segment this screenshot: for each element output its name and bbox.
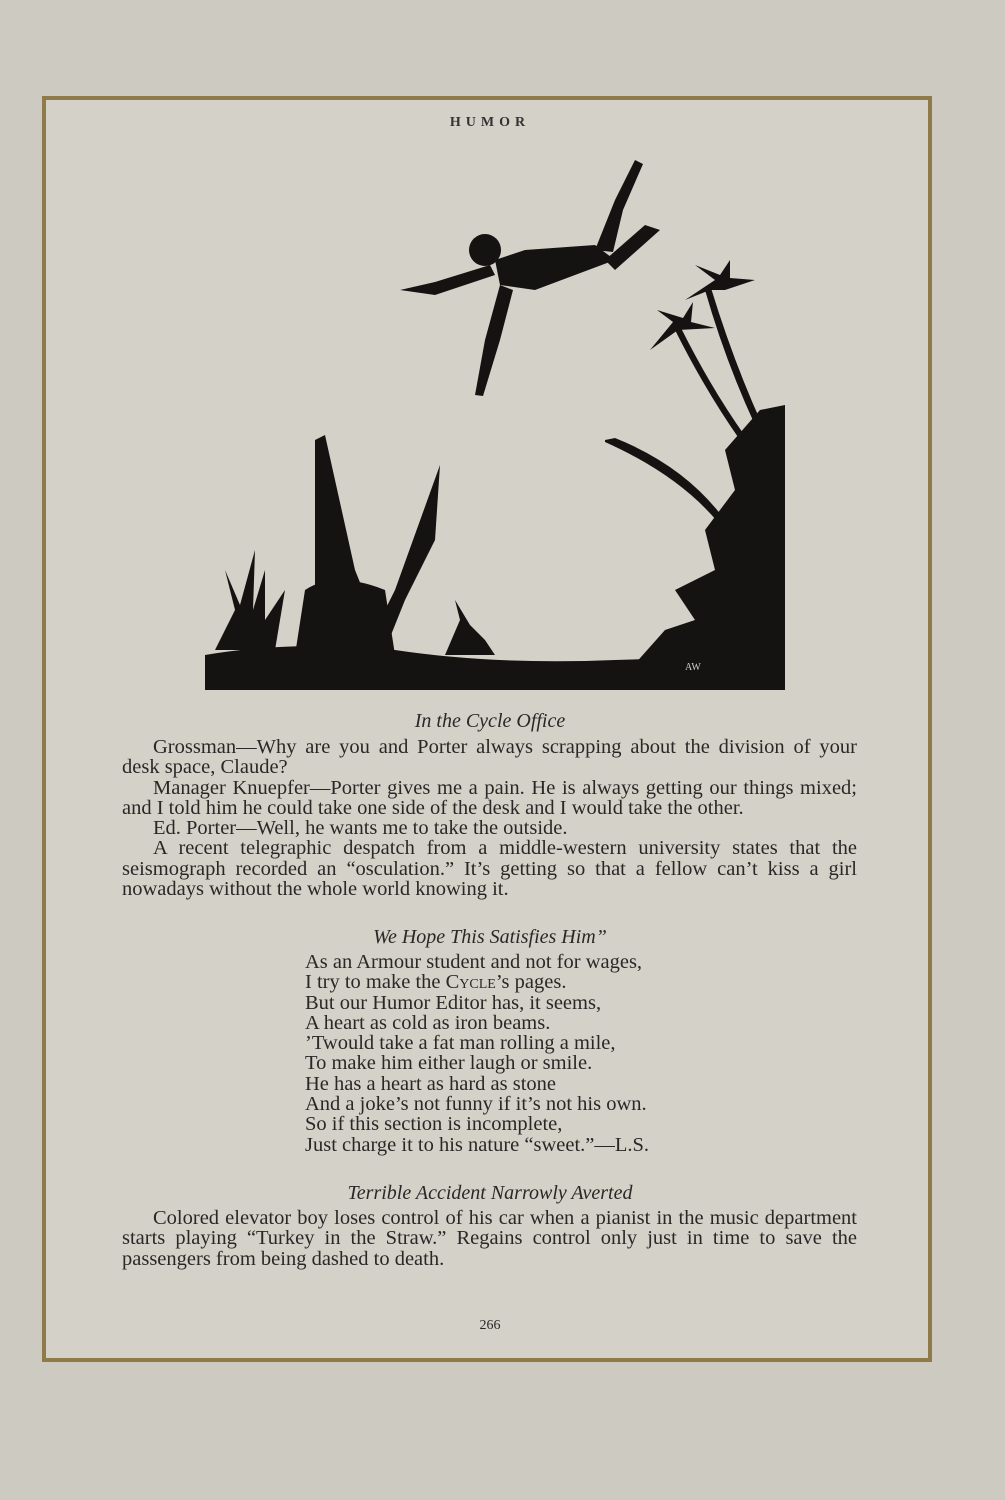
poem-title: We Hope This Satisfies Him” <box>373 926 607 948</box>
artist-monogram: AW <box>685 662 701 673</box>
poem <box>305 952 649 1155</box>
palm-fronds <box>685 260 755 300</box>
poem-line: And a joke’s not funny if it’s not his own. <box>305 1093 647 1116</box>
section-title: Terrible Accident Narrowly Averted <box>347 1182 633 1204</box>
poem-line <box>305 972 649 992</box>
reeds <box>215 550 285 650</box>
reeds <box>445 600 495 655</box>
poem-text: I try to make the <box>305 971 446 994</box>
running-head: HUMOR <box>449 115 531 130</box>
diver-silhouette <box>400 160 660 396</box>
palm-trunk <box>705 288 761 425</box>
paragraph: Ed. Porter—Well, he wants me to take the outside. <box>153 817 568 840</box>
section-body <box>122 1208 857 1269</box>
magazine-name: Cycle <box>445 971 496 994</box>
paragraph: Colored elevator boy loses control of his car when a pianist in the music department starts playing “Turkey in the Straw.” Regains control only just in time to save the passengers from being dashed to death. <box>122 1207 857 1270</box>
silhouette-illustration <box>195 150 795 695</box>
section-body <box>122 737 857 899</box>
poem-line: To make him either laugh or smile. <box>305 1052 593 1075</box>
poem-line: As an Armour student and not for wages, <box>305 951 643 973</box>
poem-text: ’s pages. <box>495 971 567 994</box>
page-number: 266 <box>479 1318 501 1333</box>
poem-line: A heart as cold as iron beams. <box>305 1011 551 1034</box>
paragraph: Manager Knuepfer—Porter gives me a pain. He is always getting our things mixed; and I told him he could take one side of the desk and I would take the other. <box>122 776 857 819</box>
paragraph: Grossman—Why are you and Porter always scrapping about the division of your desk space, Claude? <box>122 736 857 779</box>
poem-line: He has a heart as hard as stone <box>305 1072 557 1095</box>
poem-line: ’Twould take a fat man rolling a mile, <box>305 1032 616 1055</box>
paragraph: A recent telegraphic despatch from a middle-western university states that the seismograph recorded an “osculation.” It’s getting so that a fellow can’t kiss a girl nowadays without the whole world knowing it. <box>122 837 857 901</box>
palm-trunk <box>675 328 745 440</box>
section-title: In the Cycle Office <box>414 710 566 732</box>
poem-line: So if this section is incomplete, <box>305 1113 563 1136</box>
cliff-silhouette <box>625 405 785 675</box>
poem-line: Just charge it to his nature “sweet.”—L.S. <box>305 1133 650 1156</box>
poem-line: But our Humor Editor has, it seems, <box>305 991 602 1014</box>
